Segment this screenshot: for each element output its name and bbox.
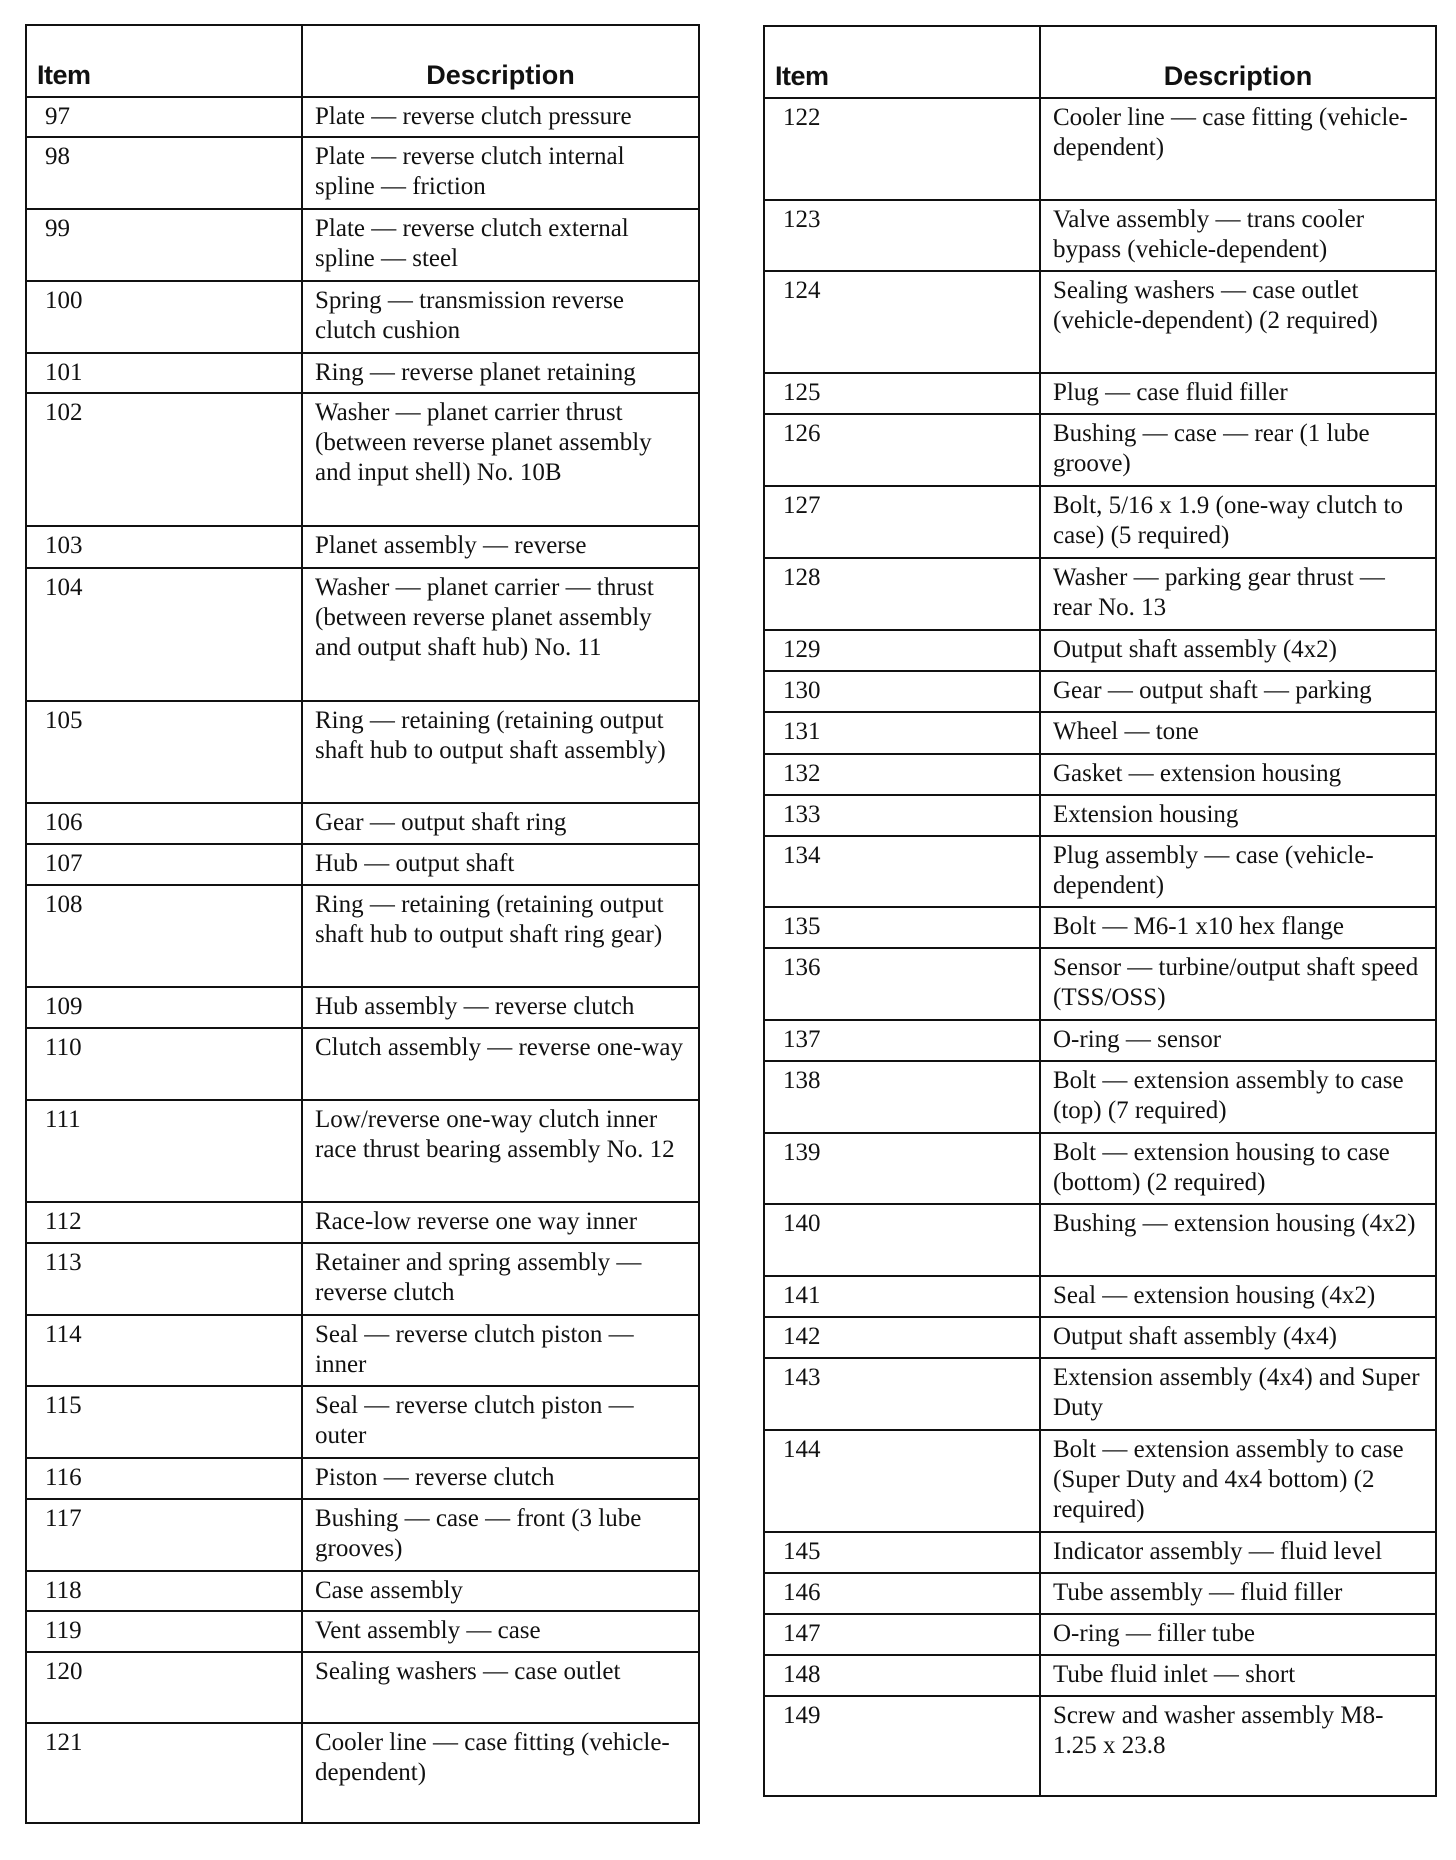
item-description: Sensor — turbine/output shaft speed (TSS/OSS) [1040,948,1436,1020]
item-description: Race-low reverse one way inner [302,1202,699,1243]
table-row [26,1723,699,1823]
item-number: 121 [26,1723,302,1823]
table-row [26,568,699,701]
item-description: Bolt — extension assembly to case (top) (7 required) [1040,1061,1436,1133]
item-description: Wheel — tone [1040,712,1436,754]
table-row [26,987,699,1028]
table-row [764,712,1436,754]
table-row [764,1655,1436,1696]
item-number: 148 [764,1655,1040,1696]
item-number: 110 [26,1028,302,1100]
item-number: 99 [26,209,302,281]
table-row [26,1571,699,1611]
item-number: 131 [764,712,1040,754]
table-row [26,844,699,885]
table-row [764,1204,1436,1276]
item-description: Tube fluid inlet — short [1040,1655,1436,1696]
item-description: Sealing washers — case outlet (vehicle-dependent) (2 required) [1040,271,1436,373]
item-number: 146 [764,1573,1040,1614]
item-description: Sealing washers — case outlet [302,1652,699,1723]
item-number: 128 [764,558,1040,630]
item-number: 103 [26,526,302,568]
item-description: Hub assembly — reverse clutch [302,987,699,1028]
table-row [26,1652,699,1723]
item-number: 97 [26,97,302,137]
item-number: 134 [764,836,1040,907]
item-description: Extension housing [1040,795,1436,836]
table-row [764,271,1436,373]
item-description: Plug assembly — case (vehicle-dependent) [1040,836,1436,907]
item-description: Cooler line — case fitting (vehicle-dependent) [302,1723,699,1823]
item-number: 127 [764,486,1040,558]
item-description: Gasket — extension housing [1040,754,1436,795]
item-number: 132 [764,754,1040,795]
item-number: 133 [764,795,1040,836]
item-description: Extension assembly (4x4) and Super Duty [1040,1358,1436,1430]
item-description: Seal — reverse clutch piston — inner [302,1315,699,1386]
item-number: 108 [26,885,302,987]
table-row [26,1499,699,1571]
item-number: 123 [764,200,1040,271]
item-description: Bushing — case — rear (1 lube groove) [1040,414,1436,486]
item-number: 129 [764,630,1040,671]
table-row [26,209,699,281]
table-row [764,754,1436,795]
table-row [764,836,1436,907]
item-number: 100 [26,281,302,353]
table-row [764,948,1436,1020]
item-number: 141 [764,1276,1040,1317]
item-description: Case assembly [302,1571,699,1611]
table-row [764,98,1436,200]
table-row [26,1100,699,1202]
item-number: 116 [26,1458,302,1499]
item-description: Ring — retaining (retaining output shaft hub to output shaft assembly) [302,701,699,803]
item-description: Plate — reverse clutch pressure [302,97,699,137]
item-description: Spring — transmission reverse clutch cushion [302,281,699,353]
item-description: Planet assembly — reverse [302,526,699,568]
table-row [764,486,1436,558]
item-description: Plug — case fluid filler [1040,373,1436,414]
table-row [26,1458,699,1499]
item-number: 118 [26,1571,302,1611]
table-row [764,373,1436,414]
item-number: 122 [764,98,1040,200]
item-number: 126 [764,414,1040,486]
item-number: 106 [26,803,302,844]
item-number: 149 [764,1696,1040,1796]
column-header-description: Description [1040,26,1436,98]
item-number: 130 [764,671,1040,712]
item-description: Ring — retaining (retaining output shaft hub to output shaft ring gear) [302,885,699,987]
item-description: Clutch assembly — reverse one-way [302,1028,699,1100]
table-row [764,1020,1436,1061]
item-description: Plate — reverse clutch external spline — steel [302,209,699,281]
item-description: Hub — output shaft [302,844,699,885]
table-row [26,1028,699,1100]
item-number: 117 [26,1499,302,1571]
table-row [764,1061,1436,1133]
item-number: 111 [26,1100,302,1202]
column-header-item: Item [764,26,1040,98]
table-row [764,414,1436,486]
table-row [764,671,1436,712]
item-description: Bolt — M6-1 x10 hex flange [1040,907,1436,948]
item-description: Gear — output shaft ring [302,803,699,844]
item-number: 145 [764,1532,1040,1573]
item-number: 138 [764,1061,1040,1133]
table-row [26,97,699,137]
item-number: 142 [764,1317,1040,1358]
table-row [26,526,699,568]
table-row [26,137,699,209]
item-number: 112 [26,1202,302,1243]
item-number: 119 [26,1611,302,1652]
table-row [764,1614,1436,1655]
item-description: Retainer and spring assembly — reverse clutch [302,1243,699,1315]
parts-table-right [763,25,1437,1797]
item-description: Valve assembly — trans cooler bypass (vehicle-dependent) [1040,200,1436,271]
item-description: Plate — reverse clutch internal spline — friction [302,137,699,209]
table-row [764,795,1436,836]
item-description: Gear — output shaft — parking [1040,671,1436,712]
item-number: 137 [764,1020,1040,1061]
table-row [26,1243,699,1315]
item-description: Output shaft assembly (4x2) [1040,630,1436,671]
item-description: Cooler line — case fitting (vehicle-dependent) [1040,98,1436,200]
table-row [26,281,699,353]
table-row [26,353,699,393]
item-description: Washer — planet carrier — thrust (between reverse planet assembly and output shaft hub) No. 11 [302,568,699,701]
table-row [764,200,1436,271]
table-row [26,803,699,844]
item-number: 125 [764,373,1040,414]
item-description: Vent assembly — case [302,1611,699,1652]
table-row [26,393,699,526]
item-number: 139 [764,1133,1040,1204]
table-row [764,558,1436,630]
table-row [26,1315,699,1386]
item-description: Washer — planet carrier thrust (between reverse planet assembly and input shell) No. 10B [302,393,699,526]
table-row [764,1133,1436,1204]
item-description: Bolt, 5/16 x 1.9 (one-way clutch to case) (5 required) [1040,486,1436,558]
header-row [26,25,699,97]
item-number: 147 [764,1614,1040,1655]
parts-table-left [25,24,700,1824]
item-description: Tube assembly — fluid filler [1040,1573,1436,1614]
item-number: 107 [26,844,302,885]
item-number: 136 [764,948,1040,1020]
header-row [764,26,1436,98]
item-description: Seal — extension housing (4x2) [1040,1276,1436,1317]
item-description: Piston — reverse clutch [302,1458,699,1499]
table-row [26,1611,699,1652]
table-row [764,1696,1436,1796]
item-number: 105 [26,701,302,803]
item-number: 120 [26,1652,302,1723]
table-row [764,630,1436,671]
item-number: 113 [26,1243,302,1315]
item-number: 102 [26,393,302,526]
column-header-item: Item [26,25,302,97]
table-row [764,1358,1436,1430]
item-description: Ring — reverse planet retaining [302,353,699,393]
item-description: Bolt — extension housing to case (bottom) (2 required) [1040,1133,1436,1204]
table-row [764,1317,1436,1358]
table-row [26,1386,699,1458]
table-row [764,1430,1436,1532]
item-description: Bushing — case — front (3 lube grooves) [302,1499,699,1571]
table-row [764,1532,1436,1573]
item-number: 115 [26,1386,302,1458]
item-number: 98 [26,137,302,209]
table-row [26,1202,699,1243]
item-description: Washer — parking gear thrust — rear No. 13 [1040,558,1436,630]
table-row [26,701,699,803]
table-row [764,1573,1436,1614]
item-number: 144 [764,1430,1040,1532]
item-number: 114 [26,1315,302,1386]
item-description: Indicator assembly — fluid level [1040,1532,1436,1573]
item-number: 109 [26,987,302,1028]
item-description: Low/reverse one-way clutch inner race thrust bearing assembly No. 12 [302,1100,699,1202]
table-row [26,885,699,987]
item-description: Bushing — extension housing (4x2) [1040,1204,1436,1276]
item-description: O-ring — filler tube [1040,1614,1436,1655]
column-header-description: Description [302,25,699,97]
item-number: 101 [26,353,302,393]
item-number: 104 [26,568,302,701]
item-number: 124 [764,271,1040,373]
item-description: Screw and washer assembly M8-1.25 x 23.8 [1040,1696,1436,1796]
item-number: 140 [764,1204,1040,1276]
table-row [764,1276,1436,1317]
item-description: Seal — reverse clutch piston — outer [302,1386,699,1458]
item-number: 135 [764,907,1040,948]
item-description: Bolt — extension assembly to case (Super Duty and 4x4 bottom) (2 required) [1040,1430,1436,1532]
item-number: 143 [764,1358,1040,1430]
item-description: Output shaft assembly (4x4) [1040,1317,1436,1358]
table-row [764,907,1436,948]
item-description: O-ring — sensor [1040,1020,1436,1061]
